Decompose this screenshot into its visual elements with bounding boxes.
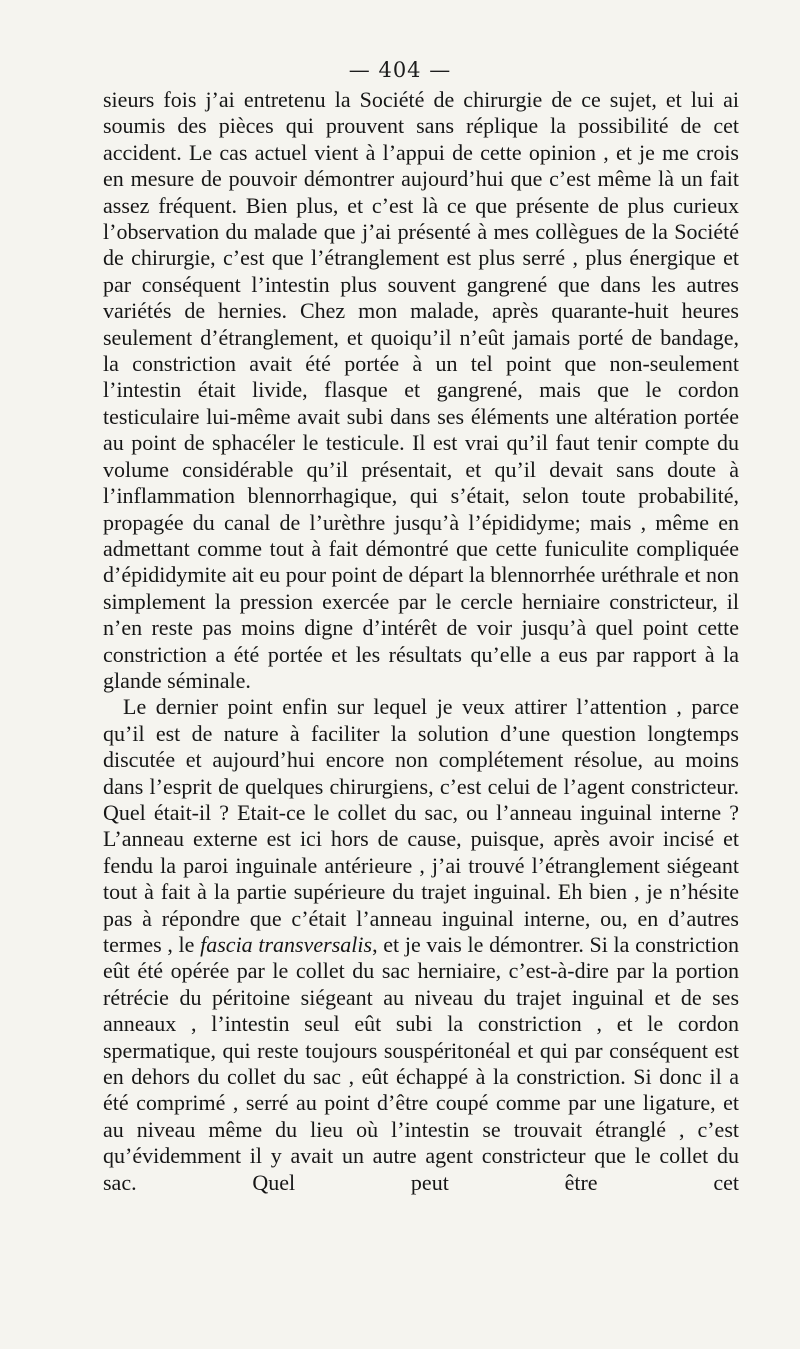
paragraph-2-text-after-italic: , et je vais le démontrer. Si la constriction eût été opérée par le collet du sac herniaire, c’est-à-dire par la portion rétrécie du péritoine siégeant au niveau du trajet inguinal et de ses anneaux , l’intestin seul eût subi la constriction , et le cordon spermatique, qui reste toujours souspéritonéal et qui par conséquent est en dehors du collet du sac , eût échappé à la constriction. Si donc il a été comprimé , serré au point d’être coupé comme par une ligature, et au niveau même du lieu où l’intestin se trouvait étranglé , c’est qu’évidemment il y avait un autre agent constricteur que le collet du sac. Quel peut être cet — [103, 932, 739, 1195]
italic-term: fascia transversalis — [200, 932, 373, 957]
paragraph-2-text-before-italic: Le dernier point enfin sur lequel je veux attirer l’attention , parce qu’il est de nature à faciliter la solution d’une question longtemps discutée et aujourd’hui encore non complétement résolue, au moins dans l’esprit de quelques chirurgiens, c’est celui de l’agent constricteur. Quel était-il ? Etait-ce le collet du sac, ou l’anneau inguinal interne ? L’anneau externe est ici hors de cause, puisque, après avoir incisé et fendu la paroi inguinale antérieure , j’ai trouvé l’étranglement siégeant tout à fait à la partie supérieure du trajet inguinal. Eh bien , je n’hésite pas à répondre que c’était l’anneau inguinal interne, ou, en d’autres termes , le — [103, 694, 739, 957]
body-text — [103, 87, 739, 1196]
paragraph-1: sieurs fois j’ai entretenu la Société de chirurgie de ce sujet, et lui ai soumis des pièces qui prouvent sans réplique la possibilité de cet accident. Le cas actuel vient à l’appui de cette opinion , et je me crois en mesure de pouvoir démontrer aujourd’hui que c’est même là un fait assez fréquent. Bien plus, et c’est là ce que présente de plus curieux l’observation du malade que j’ai présenté à mes collègues de la Société de chirurgie, c’est que l’étranglement est plus serré , plus énergique et par conséquent l’intestin plus souvent gangrené que dans les autres variétés de hernies. Chez mon malade, après quarante-huit heures seulement d’étranglement, et quoiqu’il n’eût jamais porté de bandage, la constriction avait été portée à un tel point que non-seulement l’intestin était livide, flasque et gangrené, mais que le cordon testiculaire lui-même avait subi dans ses éléments une altération portée au point de sphacéler le testicule. Il est vrai qu’il faut tenir compte du volume considérable qu’il présentait, et qu’il devait sans doute à l’inflammation blennorrhagique, qui s’était, selon toute probabilité, propagée du canal de l’urèthre jusqu’à l’épididyme; mais , même en admettant comme tout à fait démontré que cette funiculite compliquée d’épididymite ait eu pour point de départ la blennorrhée uréthrale et non simplement la pression exercée par le cercle herniaire constricteur, il n’en reste pas moins digne d’intérêt de voir jusqu’à quel point cette constriction a été portée et les résultats qu’elle a eus par rapport à la glande séminale. — [103, 87, 739, 693]
page-number: — 404 — — [348, 58, 452, 82]
paragraph-2 — [103, 694, 739, 1196]
